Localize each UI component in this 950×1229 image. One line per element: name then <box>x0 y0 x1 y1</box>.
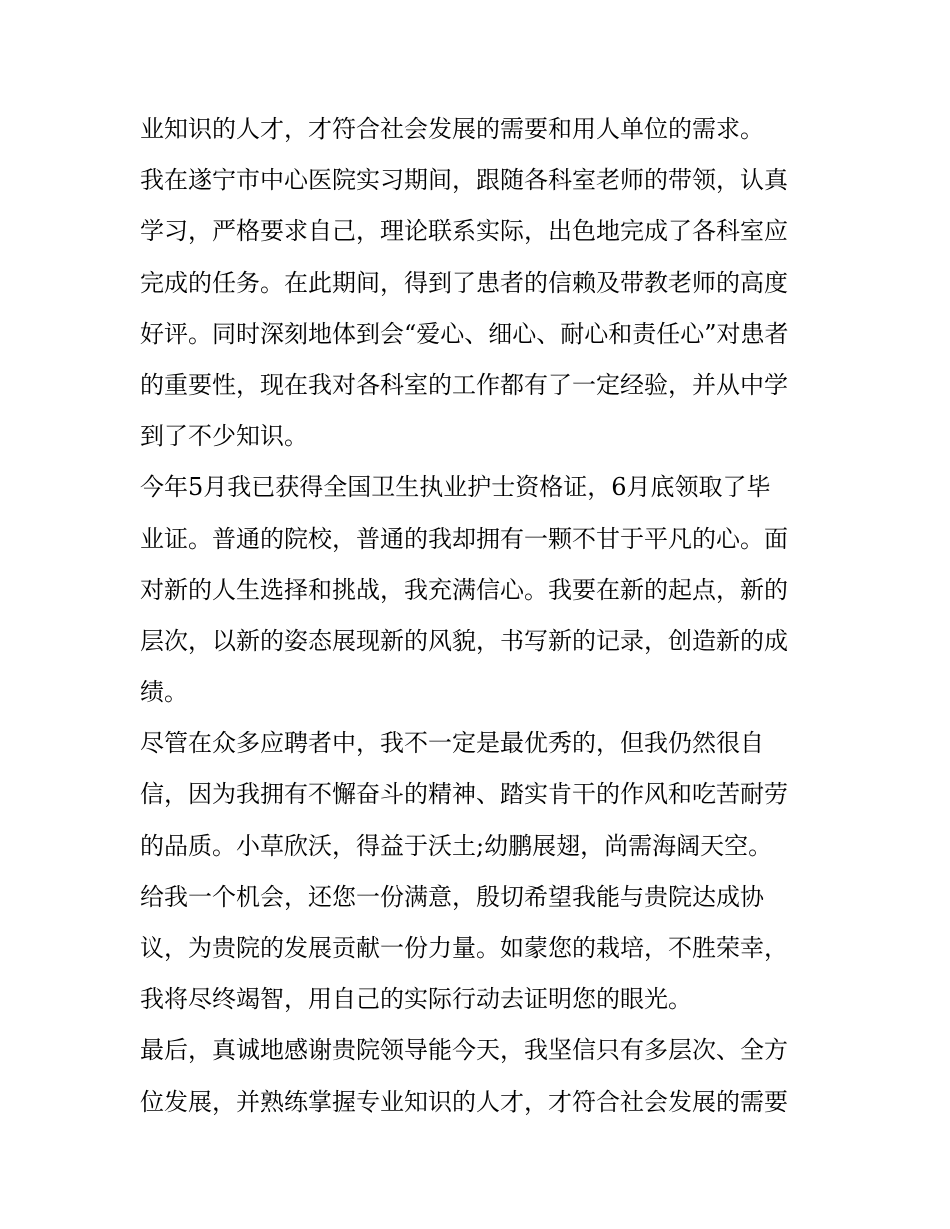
text-line-8: 今年5月我已获得全国卫生执业护士资格证，6月底领取了毕 <box>140 473 771 502</box>
text-line-17: 议，为贵院的发展贡献一份力量。如蒙您的栽培，不胜荣幸， <box>140 934 788 962</box>
text-line-14: 信，因为我拥有不懈奋斗的精神、踏实肯干的作风和吃苦耐劳 <box>140 780 788 809</box>
text-line-7: 到了不少知识。 <box>140 422 308 451</box>
text-line-20: 位发展，并熟练掌握专业知识的人才，才符合社会发展的需要 <box>140 1087 788 1116</box>
text-line-9: 业证。普通的院校，普通的我却拥有一颗不甘于平凡的心。面 <box>140 524 788 553</box>
text-line-6: 的重要性，现在我对各科室的工作都有了一定经验，并从中学 <box>140 370 788 399</box>
text-line-4: 完成的任务。在此期间，得到了患者的信赖及带教老师的高度 <box>140 268 788 297</box>
body-text <box>140 104 820 1128</box>
text-line-16: 给我一个机会，还您一份满意，殷切希望我能与贵院达成协 <box>140 882 764 911</box>
text-line-12: 绩。 <box>140 678 188 707</box>
text-line-1: 业知识的人才，才符合社会发展的需要和用人单位的需求。 <box>140 115 764 143</box>
text-line-10: 对新的人生选择和挑战，我充满信心。我要在新的起点，新的 <box>140 575 788 604</box>
text-line-13: 尽管在众多应聘者中，我不一定是最优秀的，但我仍然很自 <box>140 729 764 758</box>
text-line-18: 我将尽终竭智，用自己的实际行动去证明您的眼光。 <box>140 985 692 1014</box>
text-line-11: 层次，以新的姿态展现新的风貌，书写新的记录，创造新的成 <box>140 626 788 655</box>
text-line-5: 好评。同时深刻地体到会“爱心、细心、耐心和责任心”对患者 <box>140 319 789 348</box>
text-line-19: 最后，真诚地感谢贵院领导能今天，我坚信只有多层次、全方 <box>140 1036 788 1065</box>
text-line-3: 学习，严格要求自己，理论联系实际，出色地完成了各科室应 <box>140 217 788 246</box>
text-line-15: 的品质。小草欣沃，得益于沃土;幼鹏展翅，尚需海阔天空。 <box>140 831 773 860</box>
text-line-2: 我在遂宁市中心医院实习期间，跟随各科室老师的带领，认真 <box>140 166 788 195</box>
